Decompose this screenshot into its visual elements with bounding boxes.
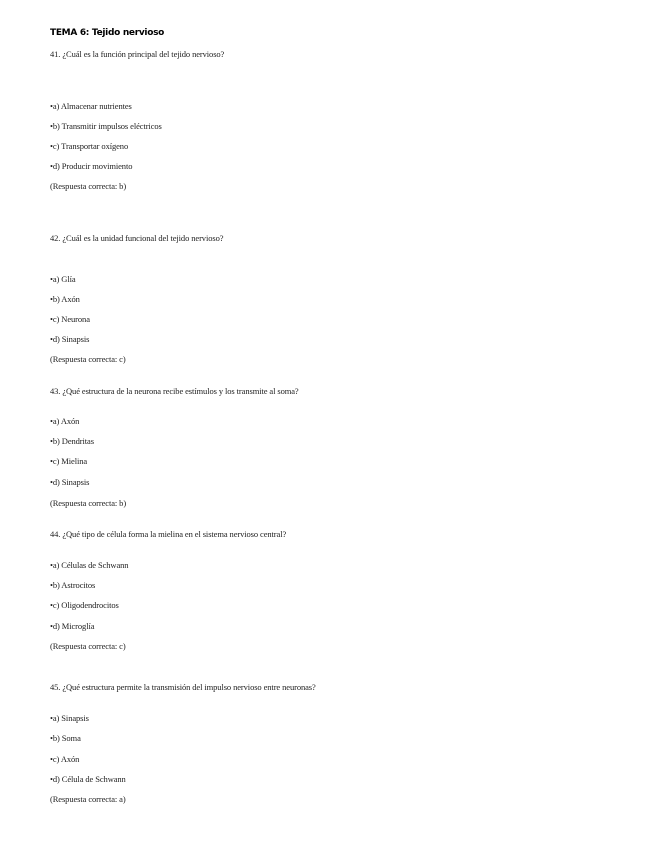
- answer-option: •a) Axón: [50, 416, 80, 426]
- question-text: 44. ¿Qué tipo de célula forma la mielina en el sistema nervioso central?: [50, 529, 287, 539]
- answer-option: •d) Sinapsis: [50, 334, 90, 344]
- answer-option: •c) Axón: [50, 754, 80, 764]
- answer-option: •d) Producir movimiento: [50, 161, 133, 171]
- correct-answer: (Respuesta correcta: a): [50, 794, 126, 804]
- answer-option: •b) Dendritas: [50, 436, 94, 446]
- correct-answer: (Respuesta correcta: c): [50, 354, 126, 364]
- answer-option: •c) Oligodendrocitos: [50, 600, 119, 610]
- answer-option: •b) Axón: [50, 294, 80, 304]
- answer-option: •c) Mielina: [50, 456, 88, 466]
- answer-option: •a) Glía: [50, 274, 76, 284]
- answer-option: •b) Soma: [50, 733, 81, 743]
- answer-option: •d) Microglía: [50, 621, 95, 631]
- correct-answer: (Respuesta correcta: b): [50, 181, 127, 191]
- correct-answer: (Respuesta correcta: c): [50, 641, 126, 651]
- question-text: 42. ¿Cuál es la unidad funcional del tejido nervioso?: [50, 233, 224, 243]
- question-text: 41. ¿Cuál es la función principal del tejido nervioso?: [50, 49, 225, 59]
- answer-option: •d) Sinapsis: [50, 477, 90, 487]
- correct-answer: (Respuesta correcta: b): [50, 498, 127, 508]
- page-title: TEMA 6: Tejido nervioso: [50, 28, 165, 38]
- answer-option: •b) Astrocitos: [50, 580, 96, 590]
- question-text: 43. ¿Qué estructura de la neurona recibe estímulos y los transmite al soma?: [50, 386, 299, 396]
- answer-option: •c) Transportar oxígeno: [50, 141, 129, 151]
- answer-option: •d) Célula de Schwann: [50, 774, 126, 784]
- answer-option: •a) Células de Schwann: [50, 560, 129, 570]
- answer-option: •b) Transmitir impulsos eléctricos: [50, 121, 162, 131]
- question-text: 45. ¿Qué estructura permite la transmisión del impulso nervioso entre neuronas?: [50, 682, 316, 692]
- answer-option: •a) Almacenar nutrientes: [50, 101, 132, 111]
- answer-option: •a) Sinapsis: [50, 713, 89, 723]
- answer-option: •c) Neurona: [50, 314, 90, 324]
